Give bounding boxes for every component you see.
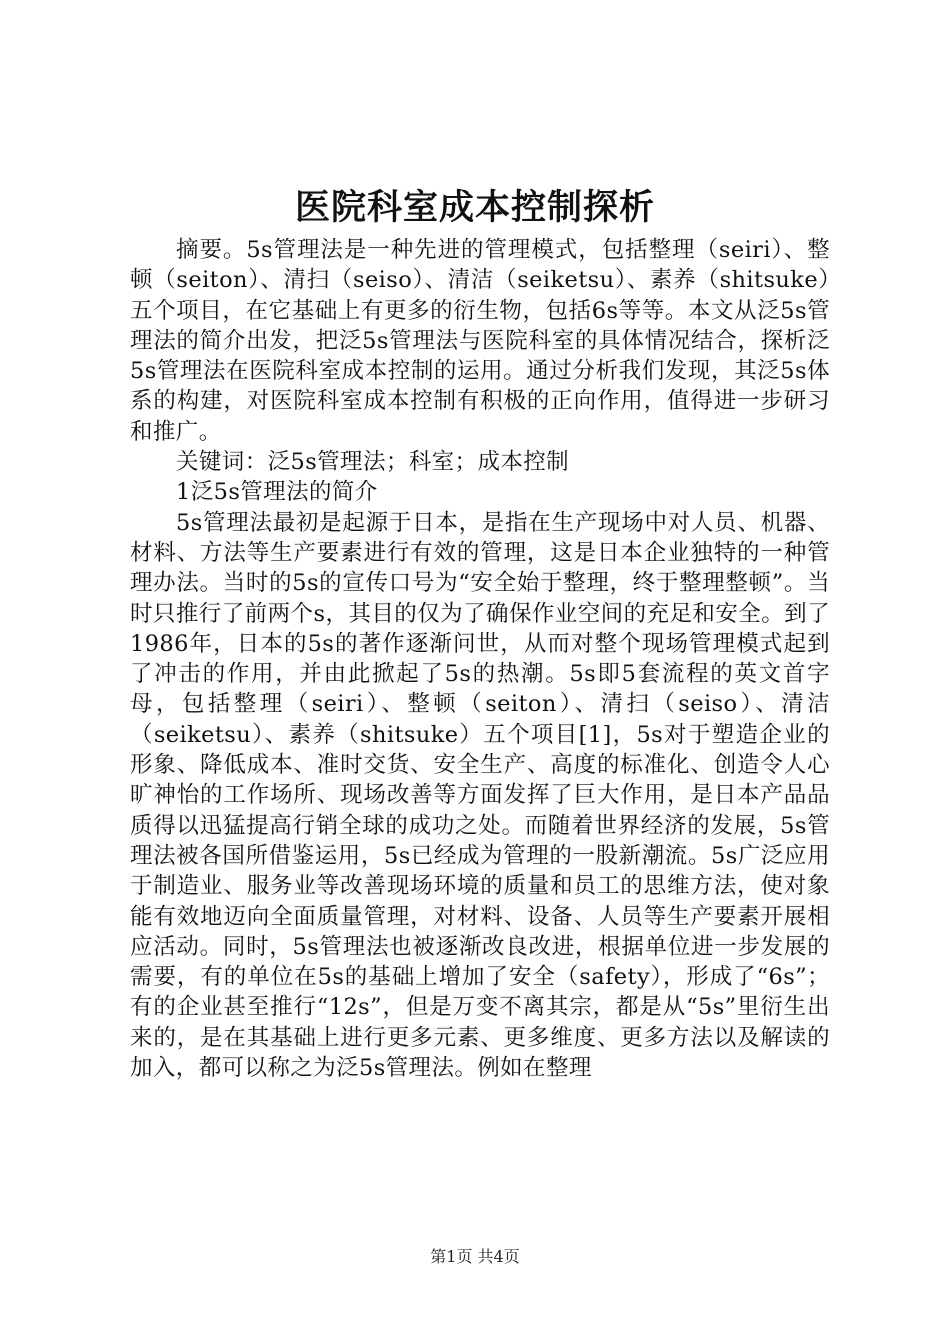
page-footer: 第1页 共4页 bbox=[430, 1247, 520, 1266]
document-title: 医院科室成本控制探析 bbox=[294, 188, 655, 228]
section-heading: 1泛5s管理法的简介 bbox=[176, 479, 378, 506]
document-body bbox=[130, 235, 830, 1083]
keywords-paragraph: 关键词：泛5s管理法；科室；成本控制 bbox=[176, 449, 570, 476]
abstract-paragraph: 摘要。5s管理法是一种先进的管理模式，包括整理（seiri）、整顿（seiton）、清扫（seiso）、清洁（seiketsu）、素养（shitsuke）五个项目，在它基础上有更多的衍生物，包括6s等等。本文从泛5s管理法的简介出发，把泛5s管理法与医院科室的具体情况结合，探析泛5s管理法在医院科室成本控制的运用。通过分析我们发现，其泛5s体系的构建，对医院科室成本控制有积极的正向作用，值得进一步研习和推广。 bbox=[130, 237, 830, 445]
body-paragraph: 5s管理法最初是起源于日本，是指在生产现场中对人员、机器、材料、方法等生产要素进行有效的管理，这是日本企业独特的一种管理办法。当时的5s的宣传口号为“安全始于整理，终于整理整顿”。当时只推行了前两个s，其目的仅为了确保作业空间的充足和安全。到了1986年，日本的5s的著作逐渐问世，从而对整个现场管理模式起到了冲击的作用，并由此掀起了5s的热潮。5s即5套流程的英文首字母，包括整理（seiri）、整顿（seiton）、清扫（seiso）、清洁（seiketsu）、素养（shitsuke）五个项目[1]，5s对于塑造企业的形象、降低成本、准时交货、安全生产、高度的标准化、创造令人心旷神怡的工作场所、现场改善等方面发挥了巨大作用，是日本产品品质得以迅猛提高行销全球的成功之处。而随着世界经济的发展，5s管理法被各国所借鉴运用，5s已经成为管理的一股新潮流。5s广泛应用于制造业、服务业等改善现场环境的质量和员工的思维方法，使对象能有效地迈向全面质量管理，对材料、设备、人员等生产要素开展相应活动。同时，5s管理法也被逐渐改良改进，根据单位进一步发展的需要，有的单位在5s的基础上增加了安全（safety），形成了“6s”；有的企业甚至推行“12s”，但是万变不离其宗，都是从“5s”里衍生出来的，是在其基础上进行更多元素、更多维度、更多方法以及解读的加入，都可以称之为泛5s管理法。例如在整理 bbox=[130, 509, 830, 1082]
